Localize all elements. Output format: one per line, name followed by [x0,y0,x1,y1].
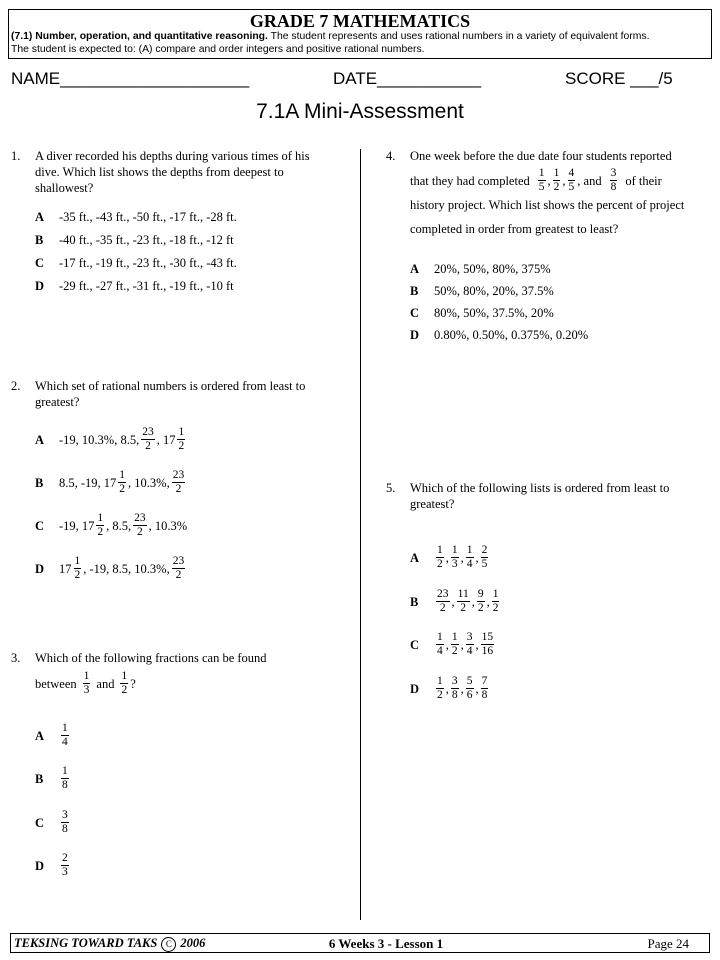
question-number: 2. [11,379,21,393]
numerator: 1 [74,555,81,567]
option-d[interactable]: D $\frac{1}{2}$ , $\frac{3}{8}$ , $\frac{5}{6}$ , $\frac{7}{8}$ [410,675,488,701]
fraction [74,555,82,582]
question-text-fragment: of their [625,173,662,188]
numerator: 3 [62,809,68,821]
option-a[interactable] [35,722,71,749]
numerator: 3 [451,675,458,687]
fraction [481,631,495,658]
option-letter: A [410,550,420,565]
fraction [172,469,186,496]
option-text: 8.5, -19, 17 [59,475,117,490]
option-b[interactable] [35,765,71,792]
question-text-line: A diver recorded his depths during various times of his [35,149,310,163]
denominator: 2 [74,569,81,581]
fraction [96,512,104,539]
numerator: 2 [62,852,68,864]
option-letter: D [35,279,45,293]
option-letter: A [35,432,45,447]
denominator: 2 [121,684,128,696]
fraction [451,675,459,702]
denominator: 4 [62,736,68,748]
question-text-fragment: that they had completed [410,173,530,188]
fraction [466,544,474,571]
numerator: 1 [437,544,443,556]
question-text-fragment: ? [130,676,136,691]
numerator: 15 [481,631,494,643]
question-number: 4. [386,149,396,163]
numerator: 7 [481,675,488,687]
numerator: 3 [610,167,617,179]
option-b[interactable] [35,469,187,496]
denominator: 2 [477,602,484,614]
option-b[interactable] [410,283,554,299]
fraction [172,555,186,582]
numerator: 1 [451,544,458,556]
option-letter: A [35,728,45,743]
score-field[interactable]: SCORE ___/5 [565,69,673,88]
option-a[interactable] [410,261,551,277]
option-text: , 8.5, [106,518,132,533]
denominator: 6 [466,689,473,701]
column-divider [360,149,361,920]
denominator: 5 [568,181,575,193]
fraction [553,167,561,194]
option-letter: C [35,815,45,830]
date-field[interactable]: DATE___________ [333,69,482,88]
numerator: 1 [437,675,443,687]
question-text-line: completed in order from greatest to least? [410,222,619,236]
question-number: 3. [11,651,21,665]
numerator: 23 [172,469,185,481]
option-text: 50%, 80%, 20%, 37.5% [434,284,554,298]
question-1 [11,148,351,298]
numerator: 11 [457,588,469,600]
option-letter: C [35,518,45,533]
numerator: 5 [466,675,473,687]
numerator: 23 [172,555,185,567]
question-number: 5. [386,481,396,495]
fraction [457,588,470,615]
question-text-line: greatest? [35,395,80,409]
footer-lesson: 6 Weeks 3 - Lesson 1 [328,936,444,951]
denominator: 2 [460,602,467,614]
denominator: 2 [137,526,143,538]
question-text [35,378,305,410]
numerator: 23 [142,426,154,438]
numerator: 1 [178,426,185,438]
fraction [83,670,91,697]
option-letter: C [410,306,420,320]
question-text-fragment: , and [577,173,602,188]
standard-heading: (7.1) Number, operation, and quantitative reasoning. [11,31,268,42]
fraction [481,675,489,702]
numerator: 1 [538,167,545,179]
numerator: 1 [437,631,443,643]
option-letter: B [410,284,419,298]
fraction [133,512,147,539]
numerator: 1 [121,670,128,682]
numerator: 1 [553,167,560,179]
question-4 [386,148,716,348]
denominator: 8 [62,779,68,791]
numerator: 1 [466,544,473,556]
question-3 [11,650,351,890]
fraction [492,588,500,615]
fraction [477,588,485,615]
footer-box [10,933,710,953]
option-d[interactable] [35,555,187,582]
numerator: 1 [451,631,458,643]
question-text [410,148,684,237]
question-text-fragment: between [35,676,77,691]
option-d[interactable] [35,852,71,879]
question-text-fragment: and [96,676,115,691]
option-d[interactable] [410,327,588,343]
denominator: 2 [175,569,182,581]
numerator: 1 [492,588,499,600]
option-letter: B [35,771,44,786]
numerator: 2 [481,544,488,556]
option-letter: B [35,233,44,247]
question-text-line: history project. Which list shows the percent of project [410,198,685,212]
footer-page: Page 24 [647,936,689,951]
denominator: 2 [492,602,499,614]
denominator: 2 [178,440,185,452]
numerator: 9 [477,588,484,600]
denominator: 4 [466,645,473,657]
denominator: 2 [451,645,458,657]
question-2 [11,378,351,593]
question-5 [386,480,716,720]
fraction [466,675,474,702]
fraction [436,588,450,615]
grade-title: GRADE 7 MATHEMATICS [249,11,471,31]
denominator: 2 [437,558,443,570]
denominator: 5 [538,181,545,193]
question-text-line: Which of the following lists is ordered from least to [410,481,670,495]
fraction [451,544,459,571]
fraction [436,675,444,702]
denominator: 3 [451,558,458,570]
question-text-line: that they had completed $\frac{1}{5}$ , $\frac{1}{2}$ , $\frac{4}{5}$ , and $\frac{3}{8}$ of their [410,167,662,193]
fraction [61,765,69,792]
option-text: , 17 [156,432,176,447]
fraction [61,852,69,879]
option-text: -17 ft., -19 ft., -23 ft., -30 ft., -43 ft. [59,256,237,270]
fraction [481,544,489,571]
option-text: 17 [59,561,72,576]
option-letter: D [35,561,45,576]
option-a[interactable] [35,426,187,453]
numerator: 1 [62,722,68,734]
footer-year: 2006 [180,936,206,950]
option-letter: D [35,858,45,873]
option-text: , 10.3%, [128,475,170,490]
option-text: -40 ft., -35 ft., -23 ft., -18 ft., -12 ft [59,233,234,247]
option-letter: B [410,594,419,609]
fraction [436,544,444,571]
numerator: 3 [466,631,473,643]
denominator: 8 [62,823,68,835]
option-text: , 10.3% [148,518,188,533]
footer-series: TEKSING TOWARD TAKS [14,936,158,950]
option-c[interactable] [35,809,71,836]
option-text: -29 ft., -27 ft., -31 ft., -19 ft., -10 ft [59,279,234,293]
question-number: 1. [11,149,21,163]
numerator: 23 [437,588,449,600]
question-text-line: One week before the due date four students reported [410,149,672,163]
denominator: 2 [175,483,182,495]
option-text: 80%, 50%, 37.5%, 20% [434,306,554,320]
option-d[interactable] [35,278,234,294]
option-letter: D [410,328,420,342]
denominator: 4 [466,558,473,570]
option-c[interactable] [35,512,187,539]
fraction [436,631,444,658]
numerator: 1 [119,469,126,481]
question-text-line: greatest? [410,497,455,511]
fraction [451,631,459,658]
option-text: -19, 17 [59,518,95,533]
option-c[interactable]: C $\frac{1}{4}$ , $\frac{1}{2}$ , $\frac{3}{4}$ , $\frac{15}{16}$ [410,631,494,657]
option-c[interactable] [35,255,237,271]
footer-left [14,936,205,952]
denominator: 3 [83,684,90,696]
denominator: 2 [439,602,446,614]
numerator: 23 [134,512,146,524]
option-text: 20%, 50%, 80%, 375% [434,262,551,276]
option-letter: B [35,475,44,490]
option-letter: D [410,681,420,696]
denominator: 2 [97,526,104,538]
fraction [538,167,546,194]
question-text [35,148,310,196]
standard-line [11,31,650,42]
denominator: 5 [481,558,488,570]
denominator: 4 [437,645,443,657]
question-text [410,480,669,512]
denominator: 3 [62,866,68,878]
numerator: 1 [62,765,68,777]
option-letter: A [35,210,45,224]
option-b[interactable]: B $\frac{23}{2}$ , $\frac{11}{2}$ , $\frac{9}{2}$ , $\frac{1}{2}$ [410,588,499,614]
option-text: -35 ft., -43 ft., -50 ft., -17 ft., -28 ft. [59,210,237,224]
denominator: 16 [481,645,494,657]
fraction [118,469,126,496]
fraction [61,809,69,836]
copyright-icon: C [161,937,176,952]
numerator: 1 [97,512,104,524]
numerator: 4 [568,167,575,179]
option-letter: C [410,637,420,652]
option-b[interactable] [35,232,234,248]
denominator: 2 [437,689,443,701]
expectation-line: The student is expected to: (A) compare and order integers and positive rational numbers. [11,44,425,55]
option-text: -19, 10.3%, 8.5, [59,432,140,447]
option-text: 0.80%, 0.50%, 0.375%, 0.20% [434,328,589,342]
fraction [120,670,128,697]
assessment-title: 7.1A Mini-Assessment [256,100,464,123]
option-text: , -19, 8.5, 10.3%, [83,561,170,576]
question-text [35,650,267,697]
question-text-line: shallowest? [35,181,94,195]
fraction [568,167,576,194]
option-letter: A [410,262,420,276]
question-text-line [35,670,267,697]
denominator: 2 [119,483,126,495]
denominator: 8 [451,689,458,701]
fraction [177,426,185,453]
denominator: 8 [610,181,617,193]
option-a[interactable]: A $\frac{1}{2}$ , $\frac{1}{3}$ , $\frac{1}{4}$ , $\frac{2}{5}$ [410,544,488,570]
standard-description: The student represents and uses rational numbers in a variety of equivalent forms. [267,31,650,42]
fraction [141,426,155,453]
option-letter: C [35,256,45,270]
header-box [8,9,712,59]
option-a[interactable] [35,209,237,225]
option-c[interactable] [410,305,554,321]
question-text-line: dive. Which list shows the depths from deepest to [35,165,284,179]
fraction [466,631,474,658]
denominator: 8 [481,689,488,701]
numerator: 1 [83,670,90,682]
fraction [610,167,618,194]
denominator: 2 [553,181,560,193]
name-field[interactable]: NAME____________________ [11,69,250,88]
denominator: 2 [145,440,151,452]
question-text-line: Which of the following fractions can be found [35,651,267,665]
fraction [61,722,69,749]
question-text-line: Which set of rational numbers is ordered from least to [35,379,306,393]
